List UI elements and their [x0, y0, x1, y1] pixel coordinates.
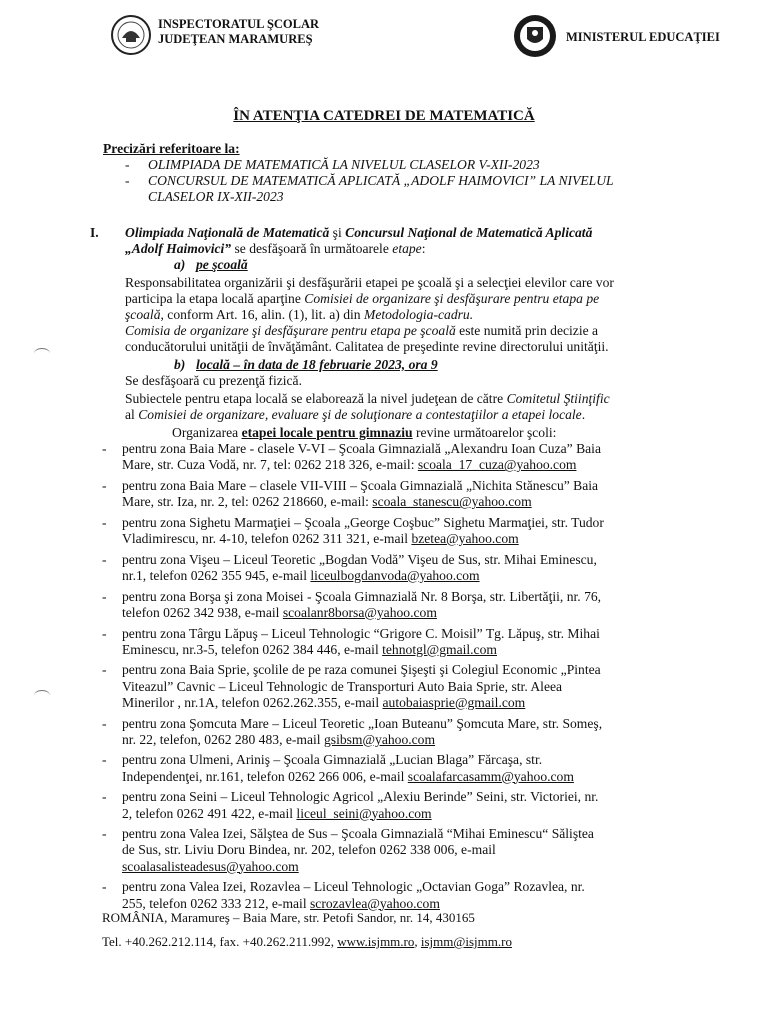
list-bullet: - — [102, 625, 107, 641]
precizari-dash-2: - — [125, 173, 130, 188]
footer-address: ROMÂNIA, Maramureş – Baia Mare, str. Petofi Sandor, nr. 14, 430165 — [102, 910, 475, 925]
list-bullet: - — [102, 514, 107, 530]
etape: etape — [392, 241, 422, 256]
school-contact: Eminescu, nr.3-5, telefon 0262 384 446, e-mail — [122, 641, 383, 657]
text: este numită prin decizie a — [455, 323, 599, 338]
school-contact: nr.1, telefon 0262 355 945, e-mail — [122, 567, 311, 583]
text: al — [125, 407, 139, 422]
school-email-link[interactable]: tehnotgl@gmail.com — [382, 641, 497, 657]
para-4 — [125, 323, 598, 339]
school-line: pentru zona Valea Izei, Rozavlea – Liceul Tehnologic „Octavian Goga” Rozavlea, nr. — [122, 879, 585, 895]
school-contact-line — [122, 605, 692, 621]
school-email-link[interactable]: scoala_17_cuza@yahoo.com — [417, 457, 577, 473]
page-title: ÎN ATENŢIA CATEDREI DE MATEMATICĂ — [233, 108, 535, 124]
school-line: pentru zona Baia Mare – clasele VII-VIII – Şcoala Gimnazială „Nichita Stănescu” Baia — [122, 477, 599, 493]
list-bullet: - — [102, 441, 107, 456]
header-line-2: JUDEŢEAN MARAMUREŞ — [158, 32, 313, 46]
school-line: de Sus, str. Liviu Doru Bindea, nr. 202, telefon 0262 338 006, e-mail — [122, 842, 496, 858]
school-item — [122, 789, 692, 821]
precizari-heading: Precizări referitoare la: — [103, 141, 240, 156]
list-bullet: - — [102, 551, 107, 567]
comisie: Comisiei de organizare şi desfăşurare pentru etapa pe — [304, 291, 600, 306]
school-contact: Mare, str. Iza, nr. 2, tel: 0262 218660, e-mail: — [122, 494, 373, 510]
school-line: pentru zona Baia Sprie, şcolile de pe raza comunei Şişeşti şi Colegiul Economic „Pintea — [122, 662, 601, 678]
school-item — [122, 716, 692, 748]
precizari-item-1: OLIMPIADA DE MATEMATICĂ LA NIVELUL CLASELOR V-XII-2023 — [148, 157, 540, 172]
margin-mark — [34, 690, 50, 701]
school-item — [122, 478, 692, 510]
stage-b-label: b) — [174, 357, 186, 372]
school-email-link[interactable]: gsibsm@yahoo.com — [323, 731, 436, 747]
school-contact: 2, telefon 0262 491 422, e-mail — [122, 805, 297, 821]
school-email-link[interactable]: liceulbogdanvoda@yahoo.com — [310, 567, 480, 583]
school-contact-line — [122, 457, 692, 473]
section-number: I. — [90, 225, 99, 240]
school-item — [122, 515, 692, 547]
school-item — [122, 826, 692, 875]
school-contact-line — [122, 732, 692, 748]
school-contact: nr. 22, telefon, 0262 280 483, e-mail — [122, 731, 324, 747]
school-email-link[interactable]: scrozavlea@yahoo.com — [310, 895, 440, 911]
email-link[interactable]: isjmm@isjmm.ro — [420, 934, 512, 949]
school-contact-line — [122, 531, 692, 547]
precizari-item-3: CLASELOR IX-XII-2023 — [148, 189, 284, 204]
school-contact-line — [122, 642, 692, 658]
text: Organizarea — [172, 425, 242, 440]
school-email-link[interactable]: autobaiasprie@gmail.com — [382, 694, 526, 710]
text: participa la etapa locală aparţine — [125, 291, 305, 306]
school-email-link[interactable]: scoalafarcasamm@yahoo.com — [407, 768, 574, 784]
haimovici-name: „Adolf Haimovici” — [125, 241, 232, 256]
school-line: pentru zona Borşa şi zona Moisei - Şcoala Gimnazială Nr. 8 Borşa, str. Libertăţii, nr. 76, — [122, 588, 602, 604]
list-bullet: - — [102, 715, 107, 731]
school-contact: 255, telefon 0262 333 212, e-mail — [122, 895, 311, 911]
separator: , — [414, 934, 421, 949]
school-item — [122, 626, 692, 658]
school-item — [122, 589, 692, 621]
school-line: pentru zona Baia Mare - clasele V-VI – Şcoala Gimnazială „Alexandru Ioan Cuza” Baia — [122, 441, 601, 456]
school-email-link[interactable]: scoalasalisteadesus@yahoo.com — [122, 858, 299, 874]
colon: : — [421, 241, 426, 256]
para-9 — [172, 425, 556, 441]
text: revine următoarelor şcoli: — [412, 425, 557, 440]
school-line: pentru zona Şomcuta Mare – Liceul Teoretic „Ioan Buteanu” Şomcuta Mare, str. Someş, — [122, 715, 603, 731]
list-bullet: - — [102, 752, 107, 768]
school-line: Viteazul” Cavnic – Liceul Tehnologic de Transporturi Auto Baia Sprie, str. Aleea — [122, 678, 563, 694]
para-8 — [125, 407, 585, 423]
school-contact-line — [122, 695, 692, 711]
school-line: pentru zona Ulmeni, Ariniş – Şcoala Gimnazială „Lucian Blaga” Fărcaşa, str. — [122, 752, 543, 768]
school-email-link[interactable]: liceul_seini@yahoo.com — [296, 805, 432, 821]
school-email-link[interactable]: scoalanr8borsa@yahoo.com — [282, 604, 437, 620]
school-contact-line — [122, 769, 692, 785]
para-7 — [125, 391, 610, 407]
stage-a-title: pe şcoală — [196, 257, 248, 272]
list-bullet: - — [102, 662, 107, 678]
school-item — [122, 441, 692, 473]
section-line-1 — [125, 225, 592, 241]
list-bullet: - — [102, 789, 107, 805]
para-5: conducătorului unităţii de învăţământ. Calitatea de preşedinte revine directorului unităţii. — [125, 339, 609, 354]
school-line: pentru zona Sighetu Marmaţiei – Şcoala „George Coşbuc” Sighetu Marmaţiei, str. Tudor — [122, 514, 604, 530]
phone-fax: Tel. +40.262.212.114, fax. +40.262.211.992, — [102, 934, 338, 949]
header-ministry: MINISTERUL EDUCAŢIEI — [566, 30, 720, 44]
school-line: pentru zona Târgu Lăpuş – Liceul Tehnologic “Grigore C. Moisil” Tg. Lăpuş, str. Mihai — [122, 625, 600, 641]
website-link[interactable]: www.isjmm.ro — [337, 934, 415, 949]
school-item — [122, 752, 692, 784]
comisia: Comisia de organizare şi desfăşurare pentru etapa pe şcoală — [125, 323, 456, 338]
school-item — [122, 662, 692, 711]
para-2 — [125, 291, 599, 307]
school-line: pentru zona Vişeu – Liceul Teoretic „Bogdan Vodă” Vişeu de Sus, str. Mihai Eminescu, — [122, 551, 597, 567]
school-contact: Independenţei, nr.161, telefon 0262 266 006, e-mail — [122, 768, 408, 784]
school-contact-line — [122, 859, 692, 875]
comisiei: Comisiei de organizare, evaluare şi de soluţionare a contestaţiilor a etapei locale — [138, 407, 582, 422]
text: se desfăşoară în următoarele — [231, 241, 393, 256]
school-contact-line — [122, 806, 692, 822]
olimpiada-name: Olimpiada Naţională de Matematică — [125, 225, 330, 240]
precizari-dash-1: - — [125, 157, 130, 172]
para-6: Se desfăşoară cu prezenţă fizică. — [125, 373, 302, 388]
scoala: şcoală — [125, 307, 161, 322]
header-institution — [158, 17, 319, 47]
list-bullet: - — [102, 588, 107, 604]
footer-contact — [102, 934, 512, 950]
stage-a-label: a) — [174, 257, 186, 272]
school-line: pentru zona Valea Izei, Sălştea de Sus – Şcoala Gimnazială “Mihai Eminescu“ Săliştea — [122, 826, 594, 842]
isj-logo — [110, 14, 152, 61]
margin-mark — [34, 348, 50, 359]
school-item — [122, 879, 692, 911]
school-item — [122, 552, 692, 584]
school-line: pentru zona Seini – Liceul Tehnologic Agricol „Alexiu Berinde” Seini, str. Victoriei, nr. — [122, 789, 599, 805]
section-line-2 — [125, 241, 426, 257]
text: Subiectele pentru etapa locală se elaborează la nivel judeţean de către — [125, 391, 507, 406]
header-line-1: INSPECTORATUL ŞCOLAR — [158, 17, 320, 31]
school-contact: Vladimirescu, nr. 4-10, telefon 0262 311 321, e-mail — [122, 531, 412, 546]
school-contact-line — [122, 494, 692, 510]
school-contact: Minerilor , nr.1A, telefon 0262.262.355, e-mail — [122, 694, 383, 710]
school-contact: telefon 0262 342 938, e-mail — [122, 604, 283, 620]
stage-b-title: locală – în data de 18 februarie 2023, ora 9 — [196, 357, 438, 372]
list-bullet: - — [102, 879, 107, 895]
list-bullet: - — [102, 477, 107, 493]
school-email-link[interactable]: scoala_stanescu@yahoo.com — [372, 494, 532, 510]
list-bullet: - — [102, 826, 107, 842]
concurs-name: Concursul Naţional de Matematică Aplicată — [345, 225, 593, 240]
para-3 — [125, 307, 473, 323]
school-contact: Mare, str. Cuza Vodă, nr. 7, tel: 0262 218 326, e-mail: — [122, 457, 418, 473]
metodologia: Metodologia-cadru. — [364, 307, 474, 322]
etapa-gimnaziu: etapei locale pentru gimnaziu — [241, 425, 413, 440]
precizari-item-2: CONCURSUL DE MATEMATICĂ APLICATĂ „ADOLF HAIMOVICI” LA NIVELUL — [148, 173, 614, 188]
school-contact-line — [122, 568, 692, 584]
period: . — [581, 407, 586, 422]
conj: şi — [329, 225, 346, 240]
school-email-link[interactable]: bzetea@yahoo.com — [411, 531, 519, 546]
text: , conform Art. 16, alin. (1), lit. a) din — [160, 307, 364, 322]
ministry-logo — [512, 13, 558, 64]
para-1: Responsabilitatea organizării şi desfăşurării etapei pe şcoală şi a selecţiei elevilor care vor — [125, 275, 614, 290]
comitet: Comitetul Ştiinţific — [506, 391, 610, 406]
